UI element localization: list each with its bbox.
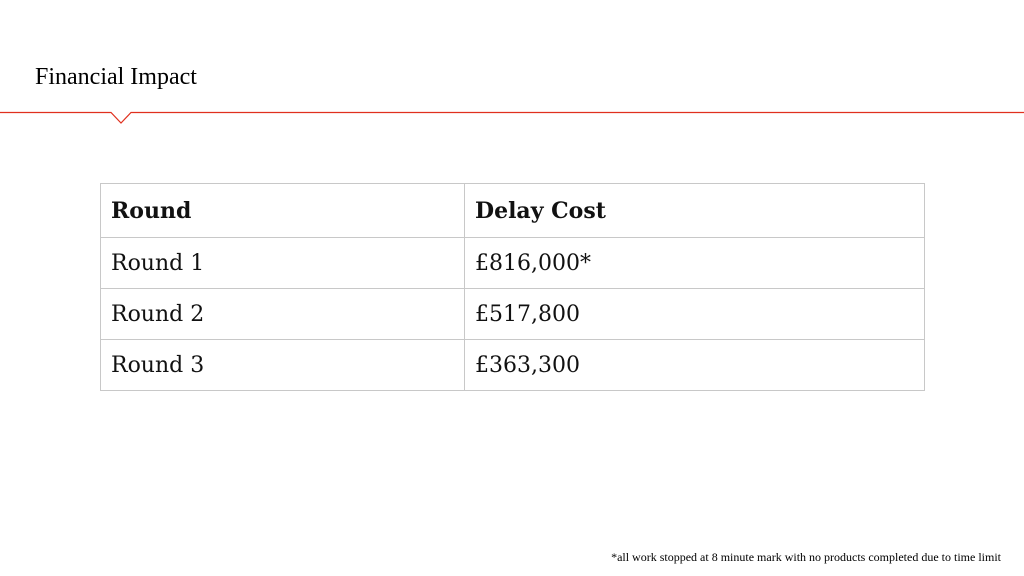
divider-pointer-line — [0, 113, 1024, 124]
cell-round: Round 1 — [101, 238, 465, 289]
column-header-round: Round — [101, 184, 465, 238]
footnote: *all work stopped at 8 minute mark with no products completed due to time limit — [611, 550, 1001, 564]
slide-title: Financial Impact — [35, 64, 197, 90]
cell-delay-cost: £816,000* — [465, 238, 925, 289]
table-row — [101, 289, 925, 340]
cell-delay-cost: £517,800 — [465, 289, 925, 340]
delay-cost-table-container — [100, 183, 924, 391]
table-header-row — [101, 184, 925, 238]
table-row — [101, 340, 925, 391]
delay-cost-table — [100, 183, 925, 391]
cell-delay-cost: £363,300 — [465, 340, 925, 391]
cell-round: Round 2 — [101, 289, 465, 340]
column-header-delay-cost: Delay Cost — [465, 184, 925, 238]
table-row — [101, 238, 925, 289]
cell-round: Round 3 — [101, 340, 465, 391]
